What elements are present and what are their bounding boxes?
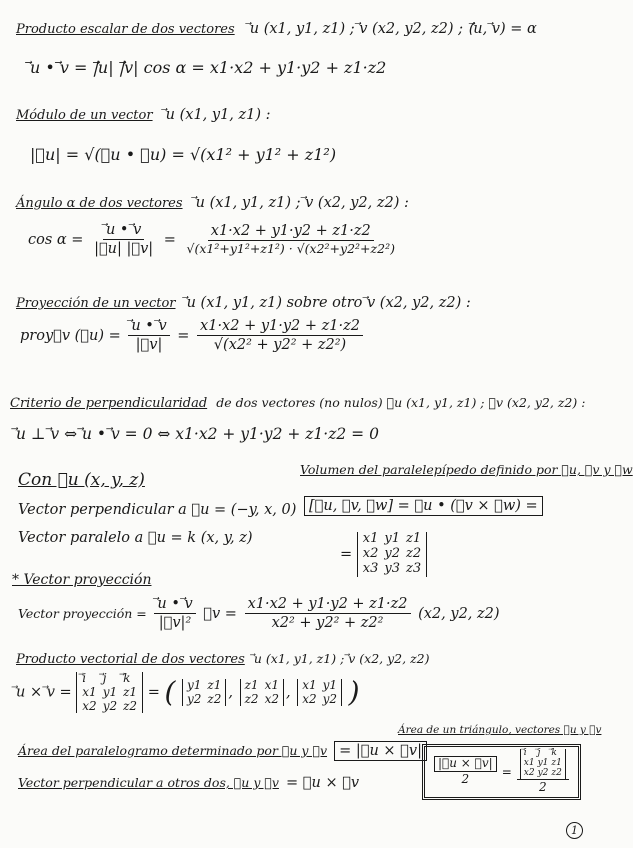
cross-product-formula: ⃗u × ⃗v = ⃗i ⃗j ⃗k x1 y1 z1 x2 y2 z2 = ( y1 z1 y2 z2 , z1 x1 z2 x2 , x1 y1 x2 y2 ) [16, 671, 360, 713]
vector-projection-fraction-2-denominator: x2² + y2² + z2² [271, 614, 384, 631]
det-cell: y3 [384, 560, 400, 576]
projection-fraction-1-numerator: ⃗u • ⃗v [128, 318, 169, 336]
volume-equals: = [340, 546, 353, 563]
vector-projection-fraction-1 [154, 596, 195, 632]
angle-fraction-2 [184, 223, 398, 256]
angle-block [16, 192, 409, 211]
det-cell: y2 [537, 767, 549, 778]
det-cell: z2 [123, 698, 138, 713]
vector-projection-fraction-2 [245, 596, 411, 632]
det-cell: z1 [244, 677, 259, 692]
cross-product-lhs: ⃗u × ⃗v = [16, 684, 72, 701]
det-cell: y1 [102, 684, 118, 699]
perpendicular-to-two-formula: = ⃗u × ⃗v [286, 775, 360, 791]
perpendicular-to-two-heading: Vector perpendicular a otros dos, ⃗u y ⃗v [18, 775, 279, 790]
cross-product-equals: = [147, 684, 160, 701]
angle-heading: Ángulo α de dos vectores [16, 196, 183, 211]
vector-projection-tail: (x2, y2, z2) [418, 605, 500, 622]
projection-fraction-2-denominator: √(x2² + y2² + z2²) [213, 336, 347, 353]
page-number: 1 [566, 822, 583, 839]
angle-fraction-1-denominator: |⃗u| |⃗v| [94, 240, 154, 257]
volume-formula [304, 498, 543, 514]
perpendicular-to-two-block [18, 772, 359, 791]
det-cell: ⃗j [537, 748, 541, 758]
det-cell: z2 [406, 545, 422, 561]
vector-u-heading-text: Con ⃗u (x, y, z) [18, 470, 145, 490]
det-cell: z2 [244, 691, 259, 706]
volume-triple-product: [⃗u, ⃗v, ⃗w] = ⃗u • (⃗v × ⃗w) = [304, 496, 543, 516]
angle-fraction-1-numerator: ⃗u • ⃗v [103, 222, 144, 240]
vector-projection-fraction-1-denominator: |⃗v|² [158, 614, 192, 631]
triangle-area-equals: = [501, 764, 512, 779]
vector-projection-heading: * Vector proyección [12, 572, 152, 588]
det-cell: y1 [187, 677, 202, 692]
cross-product-definition: ⃗u (x1, y1, z1) ; ⃗v (x2, y2, z2) [253, 651, 430, 666]
projection-heading: Proyección de un vector [16, 296, 176, 311]
magnitude-definition: ⃗u (x1, y1, z1) : [165, 107, 271, 123]
vector-projection-mid: ⃗v = [212, 605, 237, 622]
triangle-area-heading: Área de un triángulo, vectores ⃗u y ⃗v [398, 724, 602, 736]
cofactor-2 [240, 679, 284, 707]
det-cell: ⃗i [523, 748, 527, 758]
vector-projection-lhs: Vector proyección = [18, 605, 147, 621]
perpendicularity-heading: Criterio de perpendicularidad [10, 396, 208, 411]
triangle-area-denominator-2: 2 [538, 779, 547, 794]
perpendicularity-formula: ⃗u ⊥ ⃗v ⇔ ⃗u • ⃗v = 0 ⇔ x1·x2 + y1·y2 + z1·z2 = 0 [16, 425, 379, 443]
det-cell: x1 [362, 531, 379, 546]
magnitude-formula: |⃗u| = √(⃗u • ⃗u) = √(x1² + y1² + z1²) [30, 145, 337, 164]
vector-projection-fraction-2-numerator: x1·x2 + y1·y2 + z1·z2 [245, 596, 411, 614]
dot-product-block [16, 18, 537, 37]
volume-determinant-line [340, 532, 427, 577]
angle-definition: ⃗u (x1, y1, z1) ; ⃗v (x2, y2, z2) : [195, 195, 409, 211]
triangle-area-fraction-2 [517, 749, 569, 795]
parallelogram-area-block [18, 740, 427, 759]
triangle-area-det-wrap [517, 749, 569, 780]
det-cell: x2 [264, 691, 279, 706]
projection-definition: ⃗u (x1, y1, z1) sobre otro ⃗v (x2, y2, z2) : [186, 295, 471, 311]
angle-formula: cos α = $\frac{⃗u • ⃗v}{|⃗u| |⃗v|}$ = $\frac{x1\cdot x2 + y1\cdot y2 + z1\cdot z2}{\text{√(x1²+y1²+z1²) · √(x2²+y2²+z2²)}}$ [28, 222, 401, 258]
parallelogram-area-formula: = |⃗u × ⃗v| [334, 741, 427, 761]
det-cell: x2 [362, 545, 379, 561]
det-cell: y2 [102, 698, 118, 713]
triangle-area-box [422, 744, 581, 800]
magnitude-heading: Módulo de un vector [16, 108, 153, 123]
det-cell: x1 [523, 757, 535, 768]
cross-product-block [16, 648, 430, 667]
perpendicularity-block [10, 392, 585, 411]
det-cell: y1 [384, 531, 400, 546]
projection-block [16, 292, 471, 311]
det-cell: y2 [322, 691, 338, 706]
det-cell: y2 [384, 545, 400, 561]
cross-product-determinant [76, 672, 143, 713]
det-cell: z3 [406, 560, 422, 576]
perpendicularity-definition: de dos vectores (no nulos) ⃗u (x1, y1, z1) ; ⃗v (x2, y2, z2) : [216, 395, 586, 410]
cofactor-3 [297, 679, 342, 707]
triangle-area-formula [422, 744, 581, 800]
det-cell: z1 [123, 684, 138, 699]
vector-projection-fraction-1-numerator: ⃗u • ⃗v [154, 596, 195, 614]
projection-fraction-2 [197, 318, 363, 354]
det-cell: x2 [523, 767, 535, 778]
det-cell: x2 [82, 698, 97, 713]
perpendicular-vector-line: Vector perpendicular a ⃗u = (−y, x, 0) [18, 502, 297, 518]
projection-lhs: proy⃗v (⃗u) = [20, 327, 121, 344]
vector-u-heading [18, 470, 145, 490]
dot-product-definition: ⃗u (x1, y1, z1) ; ⃗v (x2, y2, z2) ; (⃗u, ⃗v) = α [249, 21, 537, 37]
det-cell: ⃗j [102, 671, 107, 685]
volume-determinant [357, 532, 427, 577]
cross-product-heading: Producto vectorial de dos vectores [16, 652, 245, 667]
det-cell: z1 [207, 677, 222, 692]
det-cell: x2 [302, 691, 317, 706]
det-cell: z2 [551, 767, 562, 778]
angle-fraction-1 [91, 222, 156, 258]
parallel-vector-line: Vector paralelo a ⃗u = k (x, y, z) [18, 530, 253, 546]
dot-product-heading: Producto escalar de dos vectores [16, 22, 235, 37]
det-cell: z1 [406, 531, 422, 546]
det-cell: z2 [207, 691, 222, 706]
det-cell: x1 [302, 677, 317, 692]
det-cell: y2 [187, 691, 202, 706]
vector-projection-formula [18, 596, 500, 632]
det-cell: x1 [264, 677, 279, 692]
det-cell: ⃗k [551, 748, 557, 758]
triangle-area-denominator: 2 [461, 772, 470, 787]
projection-fraction-1 [128, 318, 169, 354]
magnitude-block [16, 104, 271, 123]
det-cell: ⃗i [82, 671, 87, 685]
angle-lhs: cos α = [28, 231, 84, 248]
angle-fraction-2-numerator: x1·x2 + y1·y2 + z1·z2 [208, 223, 374, 241]
volume-heading: Volumen del paralelepípedo definido por ⃗u, ⃗v y ⃗w [300, 462, 633, 477]
det-cell: y1 [537, 757, 549, 768]
det-cell: ⃗k [123, 671, 131, 685]
triangle-area-determinant [520, 749, 566, 779]
projection-formula: proy⃗v (⃗u) = $\frac{⃗u • ⃗v}{|⃗v|}$ = $\frac{x1\cdot x2 + y1\cdot y2 + z1\cdot z2}{\text{√(x2² + y2² + z2²)}}$ [20, 318, 366, 354]
cofactor-1 [182, 679, 226, 707]
det-cell: y1 [322, 677, 338, 692]
parallelogram-area-heading: Área del paralelogramo determinado por ⃗u y ⃗v [18, 743, 328, 758]
triangle-area-fraction-1 [434, 756, 497, 787]
projection-fraction-2-numerator: x1·x2 + y1·y2 + z1·z2 [197, 318, 363, 336]
det-cell: x1 [82, 684, 97, 699]
det-cell: x3 [362, 560, 379, 576]
dot-product-formula: ⃗u • ⃗v = |⃗u| |⃗v| cos α = x1·x2 + y1·y2 + z1·z2 [30, 58, 387, 77]
triangle-area-numerator: |⃗u × ⃗v| [434, 756, 497, 772]
projection-fraction-1-denominator: |⃗v| [135, 336, 163, 353]
angle-fraction-2-denominator: √(x1²+y1²+z1²) · √(x2²+y2²+z2²) [186, 240, 395, 256]
det-cell: z1 [551, 757, 562, 768]
